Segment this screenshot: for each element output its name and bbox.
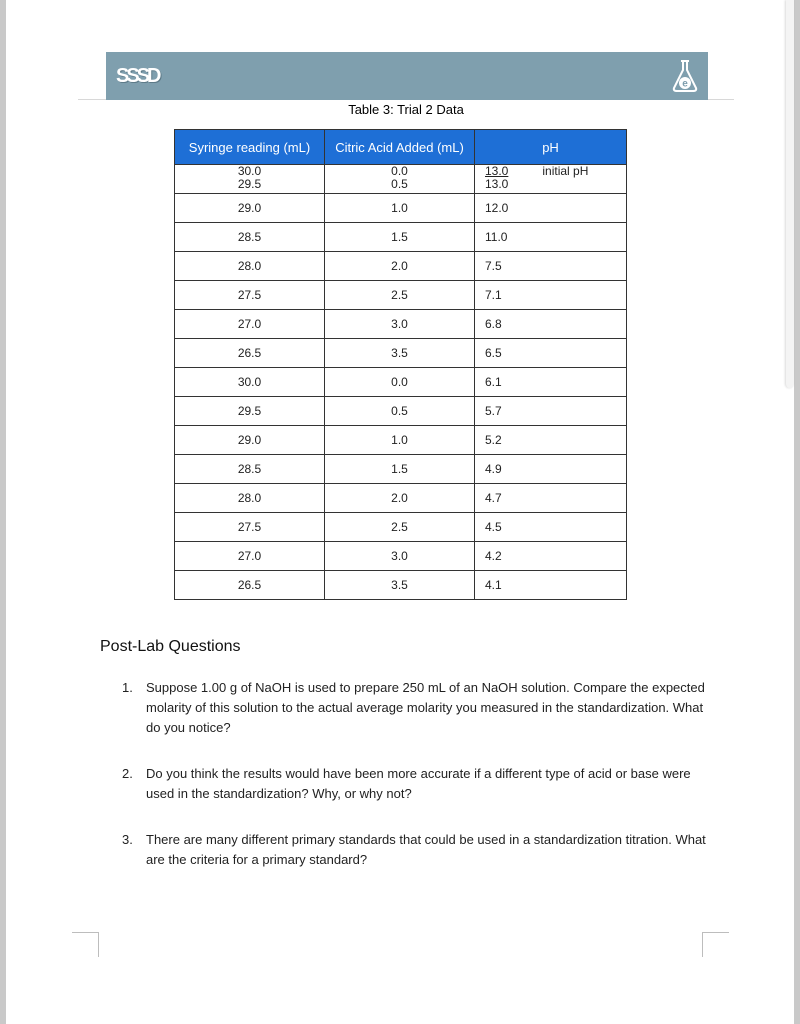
- cell-syringe: 29.0: [175, 194, 325, 223]
- header-citric-acid: Citric Acid Added (mL): [325, 130, 475, 165]
- cell-ph: [475, 165, 627, 178]
- question-text: There are many different primary standards that could be used in a standardization titration. What are the criteria for a primary standard?: [146, 832, 706, 867]
- flask-icon: [670, 58, 700, 94]
- table-row: [175, 310, 627, 339]
- header-ph: pH: [475, 130, 627, 165]
- cell-syringe: 27.0: [175, 310, 325, 339]
- cell-acid: 0.0: [325, 165, 475, 178]
- question-number: 2.: [122, 766, 133, 781]
- question-number: 1.: [122, 680, 133, 695]
- cell-syringe: 28.0: [175, 484, 325, 513]
- cell-acid: 3.0: [325, 310, 475, 339]
- cell-acid: 0.5: [325, 397, 475, 426]
- table-row-initial: [175, 165, 627, 178]
- cell-syringe: 28.0: [175, 252, 325, 281]
- question-text: Do you think the results would have been more accurate if a different type of acid or base were used in the standardization? Why, or why not?: [146, 766, 691, 801]
- data-table: [174, 129, 627, 600]
- table-row: [175, 484, 627, 513]
- crop-mark-left: [72, 932, 99, 957]
- cell-acid: 2.5: [325, 281, 475, 310]
- table-header-row: [175, 130, 627, 165]
- table-row: [175, 426, 627, 455]
- table-row: [175, 177, 627, 194]
- initial-ph-label: initial pH: [542, 164, 589, 178]
- table-row: [175, 571, 627, 600]
- table-row: [175, 281, 627, 310]
- table-row: [175, 455, 627, 484]
- crop-mark-right: [702, 932, 729, 957]
- logo-text: SSSD: [116, 65, 159, 87]
- cell-syringe: 27.5: [175, 513, 325, 542]
- question-text: Suppose 1.00 g of NaOH is used to prepare 250 mL of an NaOH solution. Compare the expected molarity of this solution to the actual average molarity you measured in the standardization. What do you notice?: [146, 680, 705, 735]
- cell-acid: 3.0: [325, 542, 475, 571]
- cell-ph: 6.5: [475, 339, 627, 368]
- cell-syringe: 28.5: [175, 223, 325, 252]
- cell-ph: 5.7: [475, 397, 627, 426]
- cell-syringe: 26.5: [175, 571, 325, 600]
- svg-text:e: e: [682, 78, 688, 90]
- scrollbar-handle[interactable]: [786, 0, 794, 388]
- cell-syringe: 30.0: [175, 368, 325, 397]
- cell-acid: 1.0: [325, 426, 475, 455]
- cell-acid: 3.5: [325, 339, 475, 368]
- cell-syringe: 29.0: [175, 426, 325, 455]
- cell-ph: 12.0: [475, 194, 627, 223]
- table-row: [175, 542, 627, 571]
- question-item: [122, 830, 712, 870]
- cell-acid: 3.5: [325, 571, 475, 600]
- table-row: [175, 252, 627, 281]
- header-banner: [106, 52, 708, 100]
- cell-ph: 5.2: [475, 426, 627, 455]
- cell-acid: 2.0: [325, 252, 475, 281]
- cell-ph: 11.0: [475, 223, 627, 252]
- cell-acid: 0.5: [325, 177, 475, 194]
- question-item: [122, 764, 712, 804]
- cell-ph: 13.0: [475, 177, 627, 194]
- cell-acid: 2.0: [325, 484, 475, 513]
- table-row: [175, 223, 627, 252]
- question-list: [122, 678, 712, 896]
- cell-acid: 1.5: [325, 455, 475, 484]
- cell-syringe: 28.5: [175, 455, 325, 484]
- table-row: [175, 513, 627, 542]
- cell-acid: 1.0: [325, 194, 475, 223]
- cell-syringe: 29.5: [175, 397, 325, 426]
- cell-syringe: 30.0: [175, 165, 325, 178]
- cell-ph: 6.1: [475, 368, 627, 397]
- table-row: [175, 339, 627, 368]
- cell-ph: 6.8: [475, 310, 627, 339]
- table-row: [175, 368, 627, 397]
- cell-syringe: 27.0: [175, 542, 325, 571]
- cell-ph: 4.7: [475, 484, 627, 513]
- cell-ph: 4.2: [475, 542, 627, 571]
- cell-ph: 7.5: [475, 252, 627, 281]
- cell-acid: 1.5: [325, 223, 475, 252]
- cell-ph: 4.1: [475, 571, 627, 600]
- cell-syringe: 29.5: [175, 177, 325, 194]
- cell-ph: 4.5: [475, 513, 627, 542]
- question-item: [122, 678, 712, 738]
- question-number: 3.: [122, 832, 133, 847]
- cell-acid: 2.5: [325, 513, 475, 542]
- initial-ph-value: 13.0: [485, 164, 509, 178]
- table-title: Table 3: Trial 2 Data: [348, 102, 464, 117]
- table-row: [175, 194, 627, 223]
- table-row: [175, 397, 627, 426]
- cell-syringe: 27.5: [175, 281, 325, 310]
- cell-syringe: 26.5: [175, 339, 325, 368]
- cell-acid: 0.0: [325, 368, 475, 397]
- post-lab-title: Post-Lab Questions: [100, 638, 241, 655]
- header-syringe: Syringe reading (mL): [175, 130, 325, 165]
- cell-ph: 4.9: [475, 455, 627, 484]
- cell-ph: 7.1: [475, 281, 627, 310]
